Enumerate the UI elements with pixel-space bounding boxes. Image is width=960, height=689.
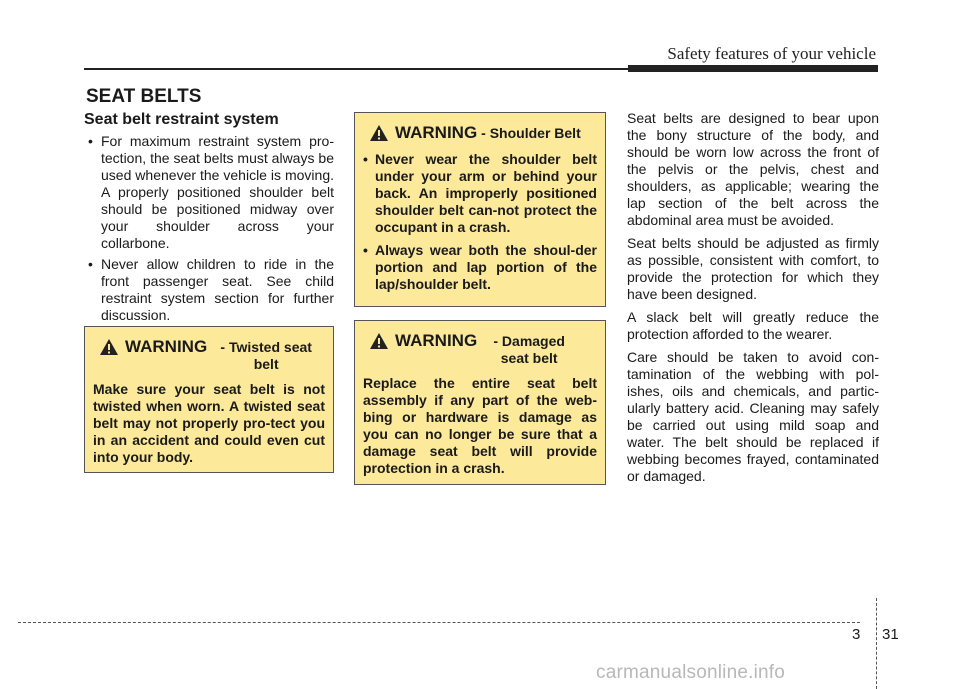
warning-header — [363, 331, 597, 367]
list-item: • For maximum restraint system pro-tection, the seat belts must always be used whenever the vehicle is moving. A properly positioned shoulder belt should be positioned midway over your shoulder across your collarbone. — [88, 133, 334, 251]
warning-damaged-box — [354, 320, 606, 485]
warning-header — [93, 337, 325, 373]
body-paragraph: Seat belts are designed to bear upon the bony structure of the body, and should be worn low across the front of the pelvis or the pelvis, chest and shoulders, as applicable; wearing the lap section of the belt across the abdominal area must be avoided. — [627, 110, 879, 228]
chapter-number: 3 — [852, 626, 861, 643]
restraint-column — [84, 111, 334, 328]
warning-twisted-box — [84, 326, 334, 473]
footer-divider — [18, 622, 860, 623]
warning-item-text: Always wear both the shoul-der portion and lap portion of the lap/shoulder belt. — [375, 242, 597, 292]
warning-item-text: Never wear the shoulder belt under your arm or behind your back. An improperly positioned shoulder belt can-not protect the occupant in a crash. — [375, 151, 597, 235]
warning-list — [363, 151, 597, 293]
watermark-text: carmanualsonline.info — [596, 662, 786, 683]
section-title: SEAT BELTS — [86, 86, 202, 107]
footer-vertical-divider — [876, 598, 877, 689]
restraint-bullets — [84, 133, 334, 324]
warning-shoulder-box — [354, 112, 606, 307]
restraint-subtitle: Seat belt restraint system — [84, 111, 279, 128]
warning-triangle-icon — [369, 124, 389, 142]
bullet-text: For maximum restraint system pro-tection, the seat belts must always be used whenever the vehicle is moving. A properly positioned shoulder belt should be positioned midway over your shoulder across your collarbone. — [101, 133, 334, 251]
warning-text: Make sure your seat belt is not twisted when worn. A twisted seat belt may not properly pro-tect you in an accident and could even cut into your body. — [93, 381, 325, 465]
header-rule — [84, 68, 878, 70]
page-number: 31 — [882, 626, 899, 643]
warning-label: WARNING — [395, 123, 478, 142]
list-item: • Always wear both the shoul-der portion and lap portion of the lap/shoulder belt. — [363, 242, 597, 292]
body-paragraph: A slack belt will greatly reduce the protection afforded to the wearer. — [627, 309, 879, 342]
warning-label: WARNING — [125, 337, 208, 356]
list-item: • Never allow children to ride in the front passenger seat. See child restraint system section for further discussion. — [88, 256, 334, 323]
warning-triangle-icon — [99, 338, 119, 356]
warning-triangle-icon — [369, 332, 389, 350]
warning-subtitle: - Damaged seat belt — [493, 333, 565, 366]
body-paragraph: Care should be taken to avoid con-tamination of the webbing with pol-ishes, oils and chemicals, and partic-ularly battery acid. Cleaning may safely be carried out using mild soap and water. The belt should be replaced if webbing becomes frayed, contaminated or damaged. — [627, 349, 879, 484]
warning-subtitle: - Shoulder Belt — [481, 125, 581, 141]
warning-text: Replace the entire seat belt assembly if any part of the web-bing or hardware is damage as you can no longer be sure that a damage seat belt will provide protection in a crash. — [363, 375, 597, 476]
warning-header — [363, 123, 597, 143]
body-paragraph: Seat belts should be adjusted as firmly as possible, consistent with comfort, to provide the protection for which they have been designed. — [627, 235, 879, 302]
warning-label: WARNING — [395, 331, 478, 350]
running-header: Safety features of your vehicle — [667, 44, 876, 63]
list-item: • Never wear the shoulder belt under your arm or behind your back. An improperly positioned shoulder belt can-not protect the occupant in a crash. — [363, 151, 597, 235]
warning-subtitle: - Twisted seat belt — [220, 339, 312, 372]
bullet-text: Never allow children to ride in the front passenger seat. See child restraint system section for further discussion. — [101, 256, 334, 323]
body-column — [627, 110, 879, 491]
